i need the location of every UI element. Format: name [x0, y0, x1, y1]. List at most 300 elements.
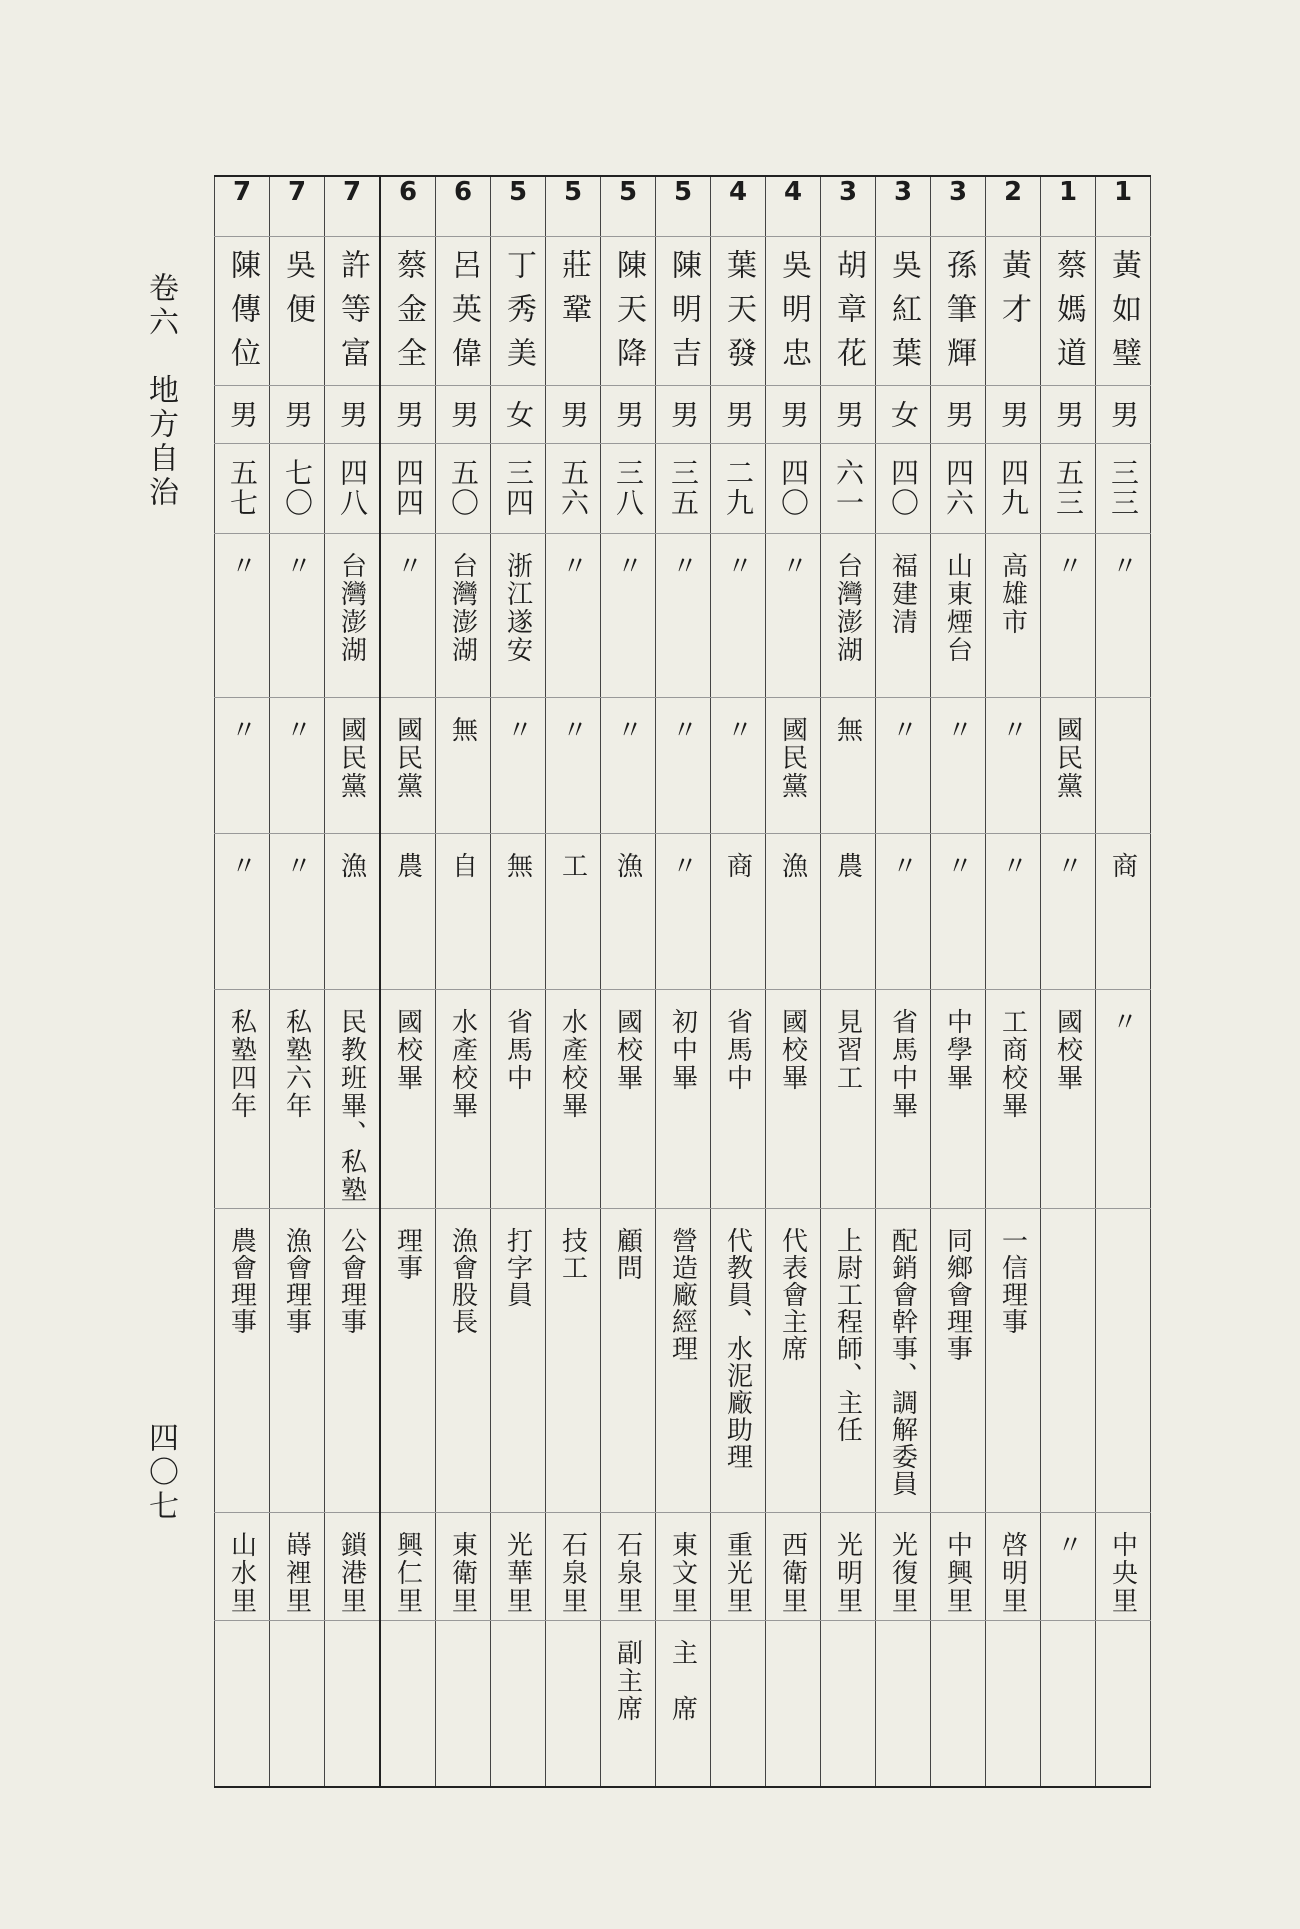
name-text: 陳傳位: [225, 248, 260, 381]
cell-name: [215, 236, 270, 385]
cell-num: 3: [931, 176, 986, 236]
cell-edu: [270, 989, 325, 1208]
cell-sex: [931, 385, 986, 443]
place-text: 台灣澎湖: [447, 551, 478, 664]
cell-age: [1041, 443, 1096, 533]
cell-age: [711, 443, 766, 533]
cell-party: [876, 697, 931, 833]
cell-party: [215, 697, 270, 833]
party-text: 〃: [557, 715, 588, 744]
cell-party: [766, 697, 821, 833]
place-text: 台灣澎湖: [336, 551, 367, 664]
cell-age: [436, 443, 491, 533]
cell-li: [491, 1512, 546, 1620]
cell-sex: [656, 385, 711, 443]
cell-place: [380, 533, 436, 697]
cell-party: [601, 697, 656, 833]
cell-job: [325, 833, 381, 989]
cell-edu: [1096, 989, 1151, 1208]
cell-job: [821, 833, 876, 989]
cell-li: [270, 1512, 325, 1620]
age-text: 六一: [832, 457, 865, 518]
age-text: 五六: [557, 457, 590, 518]
li-text: 嵵裡里: [281, 1530, 312, 1615]
row-education: [215, 989, 1151, 1208]
name-text: 吳明忠: [776, 248, 811, 381]
sex-text: 男: [336, 399, 369, 428]
party-text: 無: [447, 715, 478, 744]
exp-text: 理事: [392, 1226, 423, 1281]
cell-edu: [876, 989, 931, 1208]
cell-exp: [436, 1208, 491, 1512]
cell-num: 1: [1041, 176, 1096, 236]
cell-age: [656, 443, 711, 533]
cell-sex: [436, 385, 491, 443]
place-text: 〃: [667, 551, 698, 580]
cell-age: [876, 443, 931, 533]
place-text: 〃: [1107, 551, 1138, 580]
job-text: 〃: [667, 851, 698, 880]
cell-edu: [380, 989, 436, 1208]
cell-place: [491, 533, 546, 697]
job-text: 〃: [942, 851, 973, 880]
cell-num: 7: [270, 176, 325, 236]
cell-exp: [766, 1208, 821, 1512]
cell-role: [1041, 1620, 1096, 1787]
cell-job: [546, 833, 601, 989]
cell-edu: [821, 989, 876, 1208]
cell-name: [546, 236, 601, 385]
place-text: 高雄市: [997, 551, 1028, 636]
cell-exp: [656, 1208, 711, 1512]
cell-party: [986, 697, 1041, 833]
place-text: 浙江遂安: [502, 551, 533, 664]
li-text: 東衛里: [447, 1530, 478, 1615]
job-text: 〃: [226, 851, 257, 880]
sex-text: 男: [447, 399, 480, 428]
cell-party: [931, 697, 986, 833]
name-text: 許等富: [335, 248, 370, 381]
cell-sex: [1096, 385, 1151, 443]
cell-name: [986, 236, 1041, 385]
party-text: 〃: [612, 715, 643, 744]
place-text: 福建清: [887, 551, 918, 636]
job-text: 漁: [336, 851, 367, 880]
cell-job: [215, 833, 270, 989]
cell-sex: [711, 385, 766, 443]
cell-role: [821, 1620, 876, 1787]
cell-place: [1041, 533, 1096, 697]
page-number: 四〇七: [143, 1422, 178, 1524]
sex-text: 男: [612, 399, 645, 428]
name-text: 黃才: [996, 248, 1031, 337]
cell-place: [656, 533, 711, 697]
cell-party: [656, 697, 711, 833]
li-text: 光華里: [502, 1530, 533, 1615]
party-text: 國民黨: [1052, 715, 1083, 800]
job-text: 〃: [1052, 851, 1083, 880]
cell-sex: [876, 385, 931, 443]
cell-exp: [380, 1208, 436, 1512]
cell-place: [1096, 533, 1151, 697]
cell-role: [931, 1620, 986, 1787]
job-text: 工: [557, 851, 588, 880]
row-number: [215, 176, 1151, 236]
place-text: 山東煙台: [942, 551, 973, 664]
exp-text: 漁會股長: [447, 1226, 478, 1335]
name-text: 吳便: [280, 248, 315, 337]
age-text: 四六: [942, 457, 975, 518]
row-party: [215, 697, 1151, 833]
cell-li: [1041, 1512, 1096, 1620]
place-text: 〃: [392, 551, 423, 580]
name-text: 黃如璧: [1106, 248, 1141, 381]
cell-sex: [325, 385, 381, 443]
cell-place: [986, 533, 1041, 697]
age-text: 四〇: [777, 457, 810, 518]
cell-name: [380, 236, 436, 385]
li-text: 鎖港里: [336, 1530, 367, 1615]
age-text: 五〇: [447, 457, 480, 518]
li-text: 啓明里: [997, 1530, 1028, 1615]
party-text: 〃: [942, 715, 973, 744]
cell-name: [436, 236, 491, 385]
row-birthplace: [215, 533, 1151, 697]
cell-li: [766, 1512, 821, 1620]
cell-num: 2: [986, 176, 1041, 236]
sex-text: 男: [832, 399, 865, 428]
sex-text: 男: [942, 399, 975, 428]
edu-text: 工商校畢: [997, 1007, 1028, 1120]
cell-job: [436, 833, 491, 989]
cell-party: [270, 697, 325, 833]
age-text: 七〇: [281, 457, 314, 518]
cell-place: [546, 533, 601, 697]
name-text: 胡章花: [831, 248, 866, 381]
cell-role: [436, 1620, 491, 1787]
exp-text: 技工: [557, 1226, 588, 1281]
cell-sex: [491, 385, 546, 443]
edu-text: 私塾六年: [281, 1007, 312, 1120]
cell-place: [215, 533, 270, 697]
cell-name: [325, 236, 381, 385]
sex-text: 男: [997, 399, 1030, 428]
edu-text: 水產校畢: [557, 1007, 588, 1120]
cell-num: 1: [1096, 176, 1151, 236]
cell-age: [215, 443, 270, 533]
cell-exp: [325, 1208, 381, 1512]
cell-li: [436, 1512, 491, 1620]
party-text: 〃: [887, 715, 918, 744]
cell-age: [601, 443, 656, 533]
li-text: 中興里: [942, 1530, 973, 1615]
cell-exp: [1096, 1208, 1151, 1512]
job-text: 農: [832, 851, 863, 880]
cell-place: [821, 533, 876, 697]
exp-text: 打字員: [502, 1226, 533, 1308]
cell-role: [215, 1620, 270, 1787]
job-text: 無: [502, 851, 533, 880]
cell-exp: [601, 1208, 656, 1512]
cell-edu: [1041, 989, 1096, 1208]
cell-age: [931, 443, 986, 533]
place-text: 〃: [777, 551, 808, 580]
cell-name: [876, 236, 931, 385]
party-text: 國民黨: [336, 715, 367, 800]
role-text: 副主席: [612, 1638, 643, 1723]
sex-text: 男: [1052, 399, 1085, 428]
li-text: 中央里: [1107, 1530, 1138, 1615]
age-text: 五三: [1052, 457, 1085, 518]
cell-sex: [766, 385, 821, 443]
sex-text: 男: [226, 399, 259, 428]
cell-role: [711, 1620, 766, 1787]
cell-num: 7: [215, 176, 270, 236]
age-text: 四〇: [887, 457, 920, 518]
li-text: 重光里: [722, 1530, 753, 1615]
row-age: [215, 443, 1151, 533]
cell-job: [876, 833, 931, 989]
place-text: 〃: [281, 551, 312, 580]
row-occupation: [215, 833, 1151, 989]
edu-text: 中學畢: [942, 1007, 973, 1092]
li-text: 西衛里: [777, 1530, 808, 1615]
job-text: 商: [722, 851, 753, 880]
exp-text: 漁會理事: [281, 1226, 312, 1335]
name-text: 呂英偉: [446, 248, 481, 381]
cell-age: [270, 443, 325, 533]
cell-place: [270, 533, 325, 697]
cell-exp: [711, 1208, 766, 1512]
name-text: 陳明吉: [666, 248, 701, 381]
party-text: 〃: [997, 715, 1028, 744]
cell-exp: [491, 1208, 546, 1512]
cell-num: 6: [436, 176, 491, 236]
cell-num: 5: [656, 176, 711, 236]
name-text: 莊鞏: [556, 248, 591, 337]
cell-edu: [491, 989, 546, 1208]
place-text: 〃: [557, 551, 588, 580]
row-name: [215, 236, 1151, 385]
cell-edu: [215, 989, 270, 1208]
cell-exp: [270, 1208, 325, 1512]
cell-role: [766, 1620, 821, 1787]
cell-name: [711, 236, 766, 385]
cell-party: [821, 697, 876, 833]
exp-text: 公會理事: [336, 1226, 367, 1335]
sex-text: 女: [502, 399, 535, 428]
cell-num: 4: [711, 176, 766, 236]
cell-role: [270, 1620, 325, 1787]
cell-edu: [436, 989, 491, 1208]
cell-age: [986, 443, 1041, 533]
cell-party: [1041, 697, 1096, 833]
cell-role: [986, 1620, 1041, 1787]
cell-place: [436, 533, 491, 697]
cell-age: [325, 443, 381, 533]
sex-text: 男: [777, 399, 810, 428]
job-text: 〃: [281, 851, 312, 880]
edu-text: 省馬中: [722, 1007, 753, 1092]
place-text: 台灣澎湖: [832, 551, 863, 664]
sex-text: 男: [392, 399, 425, 428]
cell-edu: [986, 989, 1041, 1208]
cell-name: [1096, 236, 1151, 385]
cell-role: [380, 1620, 436, 1787]
job-text: 〃: [997, 851, 1028, 880]
cell-job: [601, 833, 656, 989]
edu-text: 〃: [1107, 1007, 1138, 1036]
li-text: 東文里: [667, 1530, 698, 1615]
age-text: 三八: [612, 457, 645, 518]
name-text: 蔡金全: [391, 248, 426, 381]
cell-place: [876, 533, 931, 697]
cell-li: [711, 1512, 766, 1620]
cell-num: 6: [380, 176, 436, 236]
cell-li: [601, 1512, 656, 1620]
age-text: 三三: [1107, 457, 1140, 518]
cell-place: [711, 533, 766, 697]
cell-job: [656, 833, 711, 989]
cell-age: [546, 443, 601, 533]
row-experience: [215, 1208, 1151, 1512]
li-text: 石泉里: [557, 1530, 588, 1615]
exp-text: 農會理事: [226, 1226, 257, 1335]
cell-edu: [656, 989, 711, 1208]
exp-text: 顧問: [612, 1226, 643, 1281]
place-text: 〃: [612, 551, 643, 580]
cell-name: [601, 236, 656, 385]
party-text: 國民黨: [392, 715, 423, 800]
cell-li: [1096, 1512, 1151, 1620]
cell-num: 7: [325, 176, 381, 236]
edu-text: 水產校畢: [447, 1007, 478, 1120]
cell-num: 3: [876, 176, 931, 236]
cell-role: [546, 1620, 601, 1787]
place-text: 〃: [226, 551, 257, 580]
sex-text: 男: [667, 399, 700, 428]
job-text: 自: [447, 851, 478, 880]
job-text: 〃: [887, 851, 918, 880]
li-text: 光復里: [887, 1530, 918, 1615]
sex-text: 男: [722, 399, 755, 428]
job-text: 漁: [777, 851, 808, 880]
cell-num: 4: [766, 176, 821, 236]
cell-job: [711, 833, 766, 989]
age-text: 四四: [392, 457, 425, 518]
cell-edu: [601, 989, 656, 1208]
cell-li: [656, 1512, 711, 1620]
cell-li: [325, 1512, 381, 1620]
name-text: 陳天降: [611, 248, 646, 381]
exp-text: 營造廠經理: [667, 1226, 698, 1362]
cell-job: [986, 833, 1041, 989]
cell-li: [215, 1512, 270, 1620]
cell-li: [380, 1512, 436, 1620]
cell-name: [821, 236, 876, 385]
cell-name: [1041, 236, 1096, 385]
edu-text: 國校畢: [392, 1007, 423, 1092]
cell-edu: [711, 989, 766, 1208]
edu-text: 民教班畢、私塾: [336, 1007, 367, 1204]
cell-exp: [931, 1208, 986, 1512]
cell-edu: [931, 989, 986, 1208]
exp-text: 上尉工程師、主任: [832, 1226, 863, 1443]
cell-li: [876, 1512, 931, 1620]
council-member-table: [214, 175, 1151, 1788]
cell-edu: [325, 989, 381, 1208]
cell-sex: [380, 385, 436, 443]
cell-role: [1096, 1620, 1151, 1787]
cell-role: [601, 1620, 656, 1787]
exp-text: 代教員、水泥廠助理: [722, 1226, 753, 1470]
age-text: 五七: [226, 457, 259, 518]
chapter-title: 卷六 地方自治: [143, 272, 178, 510]
age-text: 三五: [667, 457, 700, 518]
role-text: 主 席: [667, 1638, 698, 1723]
cell-age: [491, 443, 546, 533]
cell-job: [1096, 833, 1151, 989]
cell-exp: [821, 1208, 876, 1512]
cell-exp: [876, 1208, 931, 1512]
cell-sex: [601, 385, 656, 443]
cell-party: [711, 697, 766, 833]
cell-role: [876, 1620, 931, 1787]
party-text: 〃: [722, 715, 753, 744]
row-village: [215, 1512, 1151, 1620]
cell-place: [766, 533, 821, 697]
edu-text: 國校畢: [612, 1007, 643, 1092]
cell-num: 3: [821, 176, 876, 236]
cell-sex: [1041, 385, 1096, 443]
cell-party: [380, 697, 436, 833]
name-text: 葉天發: [721, 248, 756, 381]
cell-sex: [821, 385, 876, 443]
party-text: 無: [832, 715, 863, 744]
cell-li: [986, 1512, 1041, 1620]
cell-num: 5: [491, 176, 546, 236]
edu-text: 國校畢: [777, 1007, 808, 1092]
cell-age: [380, 443, 436, 533]
sex-text: 男: [281, 399, 314, 428]
cell-exp: [1041, 1208, 1096, 1512]
cell-age: [821, 443, 876, 533]
cell-edu: [546, 989, 601, 1208]
row-sex: [215, 385, 1151, 443]
cell-sex: [215, 385, 270, 443]
name-text: 丁秀美: [501, 248, 536, 381]
exp-text: 一信理事: [997, 1226, 1028, 1335]
age-text: 四九: [997, 457, 1030, 518]
cell-role: [656, 1620, 711, 1787]
cell-place: [931, 533, 986, 697]
li-text: 〃: [1052, 1530, 1083, 1559]
exp-text: 同鄉會理事: [942, 1226, 973, 1362]
edu-text: 見習工: [832, 1007, 863, 1092]
cell-party: [546, 697, 601, 833]
cell-age: [766, 443, 821, 533]
cell-sex: [270, 385, 325, 443]
li-text: 光明里: [832, 1530, 863, 1615]
cell-job: [1041, 833, 1096, 989]
edu-text: 國校畢: [1052, 1007, 1083, 1092]
job-text: 漁: [612, 851, 643, 880]
cell-li: [821, 1512, 876, 1620]
sex-text: 女: [887, 399, 920, 428]
edu-text: 初中畢: [667, 1007, 698, 1092]
cell-li: [546, 1512, 601, 1620]
cell-name: [931, 236, 986, 385]
